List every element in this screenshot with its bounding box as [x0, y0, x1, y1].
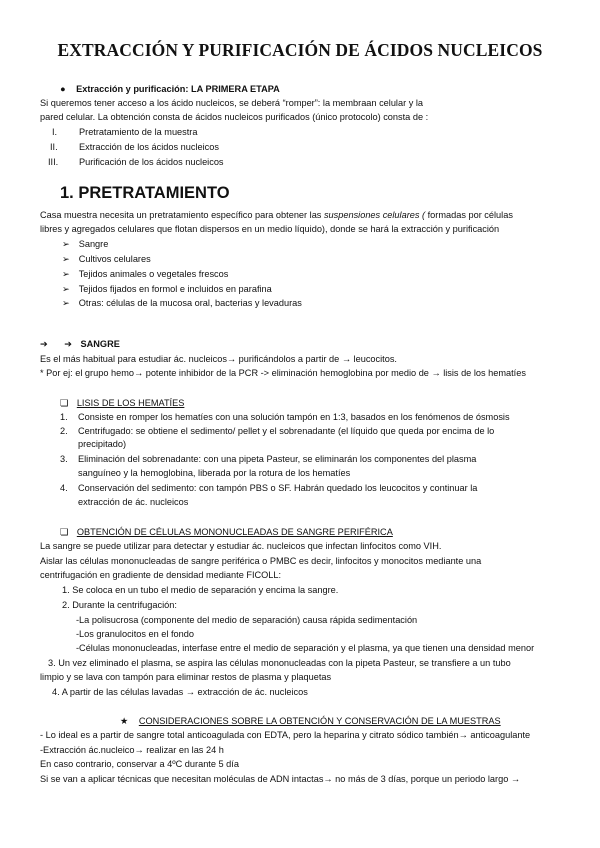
consideraciones-line: En caso contrario, conservar a 4ºC durante 5 día [40, 759, 239, 769]
pretratamiento-paragraph-line-2: libres y agregados celulares que flotan dispersos en un medio líquido), donde se hará la extracción y purificación [40, 224, 500, 234]
arrow-bullet-icon: ➢ [62, 254, 70, 264]
pmbc-paragraph-line-3: centrifugación en gradiente de densidad mediante FICOLL: [40, 570, 282, 580]
consideraciones-line: -Extracción ác.nucleico→ realizar en las 24 h [40, 745, 224, 755]
intro-paragraph-line-2: pared celular. La obtención consta de ácidos nucleicos purificados (único protocolo) consta de : [40, 112, 429, 122]
document-title: EXTRACCIÓN Y PURIFICACIÓN DE ÁCIDOS NUCLEICOS [57, 40, 543, 60]
list-item: ➢ Tejidos fijados en formol e incluidos en parafina [62, 284, 272, 294]
lisis-number: 3. [60, 454, 68, 464]
lisis-number: 2. [60, 426, 68, 436]
lisis-number: 1. [60, 412, 68, 422]
lisis-heading-row [60, 397, 184, 409]
arrow-bullet-icon: ➢ [62, 239, 70, 249]
checkbox-bullet-icon: ❏ [60, 398, 69, 408]
pmbc-paragraph-line-1: La sangre se puede utilizar para detectar y estudiar ác. nucleicos que infectan linfocitos como VIH. [40, 541, 442, 551]
checkbox-bullet-icon: ❏ [60, 527, 69, 537]
bullet-icon: ● [60, 84, 66, 94]
pmbc-step-3-continued: limpio y se lava con tampón para eliminar restos de plasma y plaquetas [40, 672, 332, 682]
list-item: ➢ Otras: células de la mucosa oral, bacterias y levaduras [62, 298, 302, 308]
pmbc-heading-row [60, 526, 393, 538]
intro-paragraph-line-1: Si queremos tener acceso a los ácido nucleicos, se deberá “romper”: la membraan celular y la [40, 98, 423, 108]
lisis-text: Conservación del sedimento: con tampón PBS o SF. Habrán quedado los leucocitos y continuar la [78, 483, 478, 493]
step-number: I. [52, 127, 58, 137]
pmbc-paragraph-line-2: Aislar las células mononucleadas de sangre periférica o PMBC es decir, linfocitos y monocitos mediante una [40, 556, 482, 566]
sangre-heading: SANGRE [80, 339, 120, 349]
lisis-text: sanguíneo y la hemoglobina, liberada por la rotura de los hematíes [78, 468, 351, 478]
arrow-icon: ➔ [40, 339, 48, 349]
lisis-text: Eliminación del sobrenadante: con una pipeta Pasteur, se eliminarán los componentes del plasma [78, 454, 477, 464]
section-heading-pretratamiento: 1. PRETRATAMIENTO [60, 184, 230, 202]
step-number: III. [48, 157, 59, 167]
arrow-bullet-icon: ➢ [62, 298, 70, 308]
sangre-paragraph-line-1: Es el más habitual para estudiar ác. nucleicos→ purificándolos a partir de → leucocitos. [40, 354, 397, 364]
pmbc-step-4: 4. A partir de las células lavadas → extracción de ác. nucleicos [52, 687, 308, 697]
step-number: II. [50, 142, 58, 152]
consideraciones-line: - Lo ideal es a partir de sangre total anticoagulada con EDTA, pero la heparina y citrato sódico también→ anticoagulante [40, 730, 531, 740]
step-text: Extracción de los ácidos nucleicos [79, 142, 219, 152]
pmbc-heading: OBTENCIÓN DE CÉLULAS MONONUCLEADAS DE SANGRE PERIFÉRICA [76, 527, 393, 537]
lisis-heading: LISIS DE LOS HEMATÍES [76, 398, 185, 408]
pmbc-step-2: 2. Durante la centrifugación: [62, 600, 177, 610]
lisis-text: extracción de ác. nucleicos [78, 497, 189, 507]
lisis-text: precipitado) [78, 439, 127, 449]
lisis-number: 4. [60, 483, 68, 493]
consideraciones-heading: CONSIDERACIONES SOBRE LA OBTENCIÓN Y CONSERVACIÓN DE LA MUESTRAS [138, 716, 501, 726]
pmbc-substep: -Células mononucleadas, interfase entre el medio de separación y el plasma, ya que tienen una densidad menor [76, 643, 535, 653]
pmbc-substep: -Los granulocitos en el fondo [76, 629, 194, 639]
star-icon: ★ [120, 716, 129, 726]
list-item: ➢ Tejidos animales o vegetales frescos [62, 269, 229, 279]
intro-heading: Extracción y purificación: LA PRIMERA ETAPA [76, 84, 280, 94]
pmbc-step-3: 3. Un vez eliminado el plasma, se aspira las células mononucleadas con la pipeta Pasteur, se transfiere a un tubo [48, 658, 511, 668]
pmbc-step-1: 1. Se coloca en un tubo el medio de separación y encima la sangre. [62, 585, 339, 595]
arrow-icon: ➔ [64, 339, 72, 349]
intro-heading-row [60, 83, 280, 95]
pmbc-substep: -La polisucrosa (componente del medio de separación) causa rápida sedimentación [76, 615, 418, 625]
lisis-text: Centrifugado: se obtiene el sedimento/ pellet y el sobrenadante (el líquido que queda por encima de lo [78, 426, 495, 436]
pretratamiento-paragraph-line-1: Casa muestra necesita un pretratamiento específico para obtener las suspensiones celulares ( formadas por células [40, 210, 513, 220]
list-item: ➢ Sangre [62, 239, 109, 249]
step-text: Purificación de los ácidos nucleicos [79, 157, 224, 167]
arrow-bullet-icon: ➢ [62, 269, 70, 279]
step-text: Pretratamiento de la muestra [79, 127, 198, 137]
lisis-text: Consiste en romper los hematíes con una solución tampón en 1:3, basados en los fenómenos de ósmosis [78, 412, 510, 422]
consideraciones-line: Si se van a aplicar técnicas que necesitan moléculas de ADN intactas→ no más de 3 días, porque un periodo largo → [40, 774, 521, 784]
sangre-paragraph-line-2: * Por ej: el grupo hemo→ potente inhibidor de la PCR -> eliminación hemoglobina por medio de → lisis de los hematíes [40, 368, 526, 378]
list-item: ➢ Cultivos celulares [62, 254, 151, 264]
sangre-heading-row [40, 338, 120, 350]
arrow-bullet-icon: ➢ [62, 284, 70, 294]
consideraciones-heading-row [120, 715, 501, 727]
